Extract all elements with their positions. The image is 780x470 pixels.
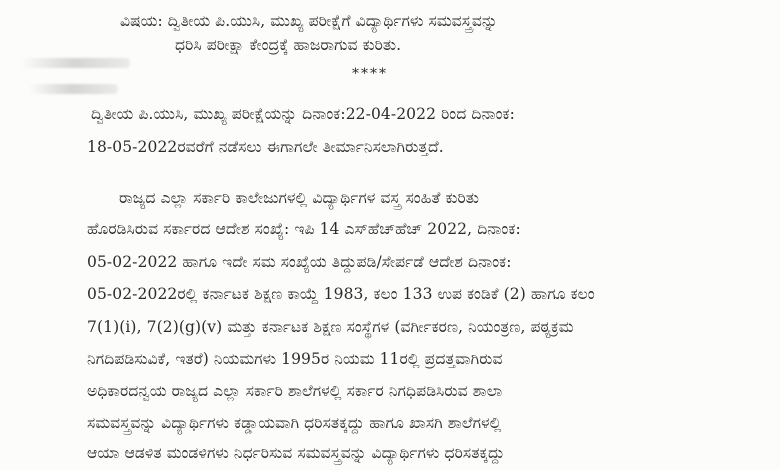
paragraph-2-line: ನಿಗದಿಪಡಿಸುವಿಕೆ, ಇತರೆ) ನಿಯಮಗಳು 1995ರ ನಿಯಮ 11ರಲ್ಲಿ ಪ್ರದತ್ತವಾಗಿರುವ (87, 350, 503, 368)
paragraph-2-line: 05-02-2022 ಹಾಗೂ ಇದೇ ಸಮ ಸಂಖ್ಯೆಯ ತಿದ್ದುಪಡಿ/ಸೇರ್ಪಡೆ ಆದೇಶ ದಿನಾಂಕ: (87, 253, 512, 271)
bleed-through-mark (28, 84, 118, 94)
paragraph-2-line: ಅಧಿಕಾರದನ್ವಯ ರಾಜ್ಯದ ಎಲ್ಲಾ ಸರ್ಕಾರಿ ಶಾಲೆಗಳಲ್ಲಿ ಸರ್ಕಾರ ನಿಗಧಿಪಡಿಸಿರುವ ಶಾಲಾ (87, 382, 503, 400)
paragraph-2-line: 05-02-2022ರಲ್ಲಿ ಕರ್ನಾಟಕ ಶಿಕ್ಷಣ ಕಾಯ್ದೆ 1983, ಕಲಂ 133 ಉಪ ಕಂಡಿಕೆ (2) ಹಾಗೂ ಕಲಂ (87, 285, 595, 303)
paragraph-2-line: ಹೊರಡಿಸಿರುವ ಸರ್ಕಾರದ ಆದೇಶ ಸಂಖ್ಯೆ: ಇಪಿ 14 ಎಸ್‌ಹೆಚ್‌ಹೆಚ್ 2022, ದಿನಾಂಕ: (87, 220, 521, 238)
bleed-through-mark (20, 58, 130, 68)
subject-line-2: ಧರಿಸಿ ಪರೀಕ್ಷಾ ಕೇಂದ್ರಕ್ಕೆ ಹಾಜರಾಗುವ ಕುರಿತು. (175, 36, 402, 54)
paragraph-2-line: 7(1)(i), 7(2)(g)(v) ಮತ್ತು ಕರ್ನಾಟಕ ಶಿಕ್ಷಣ ಸಂಸ್ಥೆಗಳ (ವರ್ಗೀಕರಣ, ನಿಯಂತ್ರಣ, ಪಠ್ಯಕ್ರಮ (87, 318, 574, 336)
paragraph-2-line: ಆಯಾ ಆಡಳಿತ ಮಂಡಳಿಗಳು ನಿರ್ಧರಿಸುವ ಸಮವಸ್ತ್ರವನ್ನು ವಿದ್ಯಾರ್ಥಿಗಳು ಧರಿಸತಕ್ಕದ್ದು (87, 444, 505, 462)
paragraph-2-line: ಸಮವಸ್ತ್ರವನ್ನು ವಿದ್ಯಾರ್ಥಿಗಳು ಕಡ್ಡಾಯವಾಗಿ ಧರಿಸತಕ್ಕದ್ದು ಹಾಗೂ ಖಾಸಗಿ ಶಾಲೆಗಳಲ್ಲಿ (87, 414, 502, 432)
section-separator: **** (352, 66, 388, 82)
paragraph-2-line: ರಾಜ್ಯದ ಎಲ್ಲಾ ಸರ್ಕಾರಿ ಕಾಲೇಜುಗಳಲ್ಲಿ ವಿದ್ಯಾರ್ಥಿಗಳ ವಸ್ತ್ರ ಸಂಹಿತೆ ಕುರಿತು (119, 189, 480, 207)
paragraph-1-line-1: ದ್ವಿತೀಯ ಪಿ.ಯುಸಿ, ಮುಖ್ಯ ಪರೀಕ್ಷೆಯನ್ನು ದಿನಾಂಕ:22-04-2022 ರಿಂದ ದಿನಾಂಕ: (91, 105, 515, 123)
paragraph-1-line-2: 18-05-2022ರವರೆಗೆ ನಡೆಸಲು ಈಗಾಗಲೇ ತೀರ್ಮಾನಿಸಲಾಗಿರುತ್ತದೆ. (87, 138, 444, 156)
subject-line-1: ವಿಷಯ: ದ್ವಿತೀಯ ಪಿ.ಯುಸಿ, ಮುಖ್ಯ ಪರೀಕ್ಷೆಗೆ ವಿದ್ಯಾರ್ಥಿಗಳು ಸಮವಸ್ತ್ರವನ್ನು (120, 12, 498, 30)
